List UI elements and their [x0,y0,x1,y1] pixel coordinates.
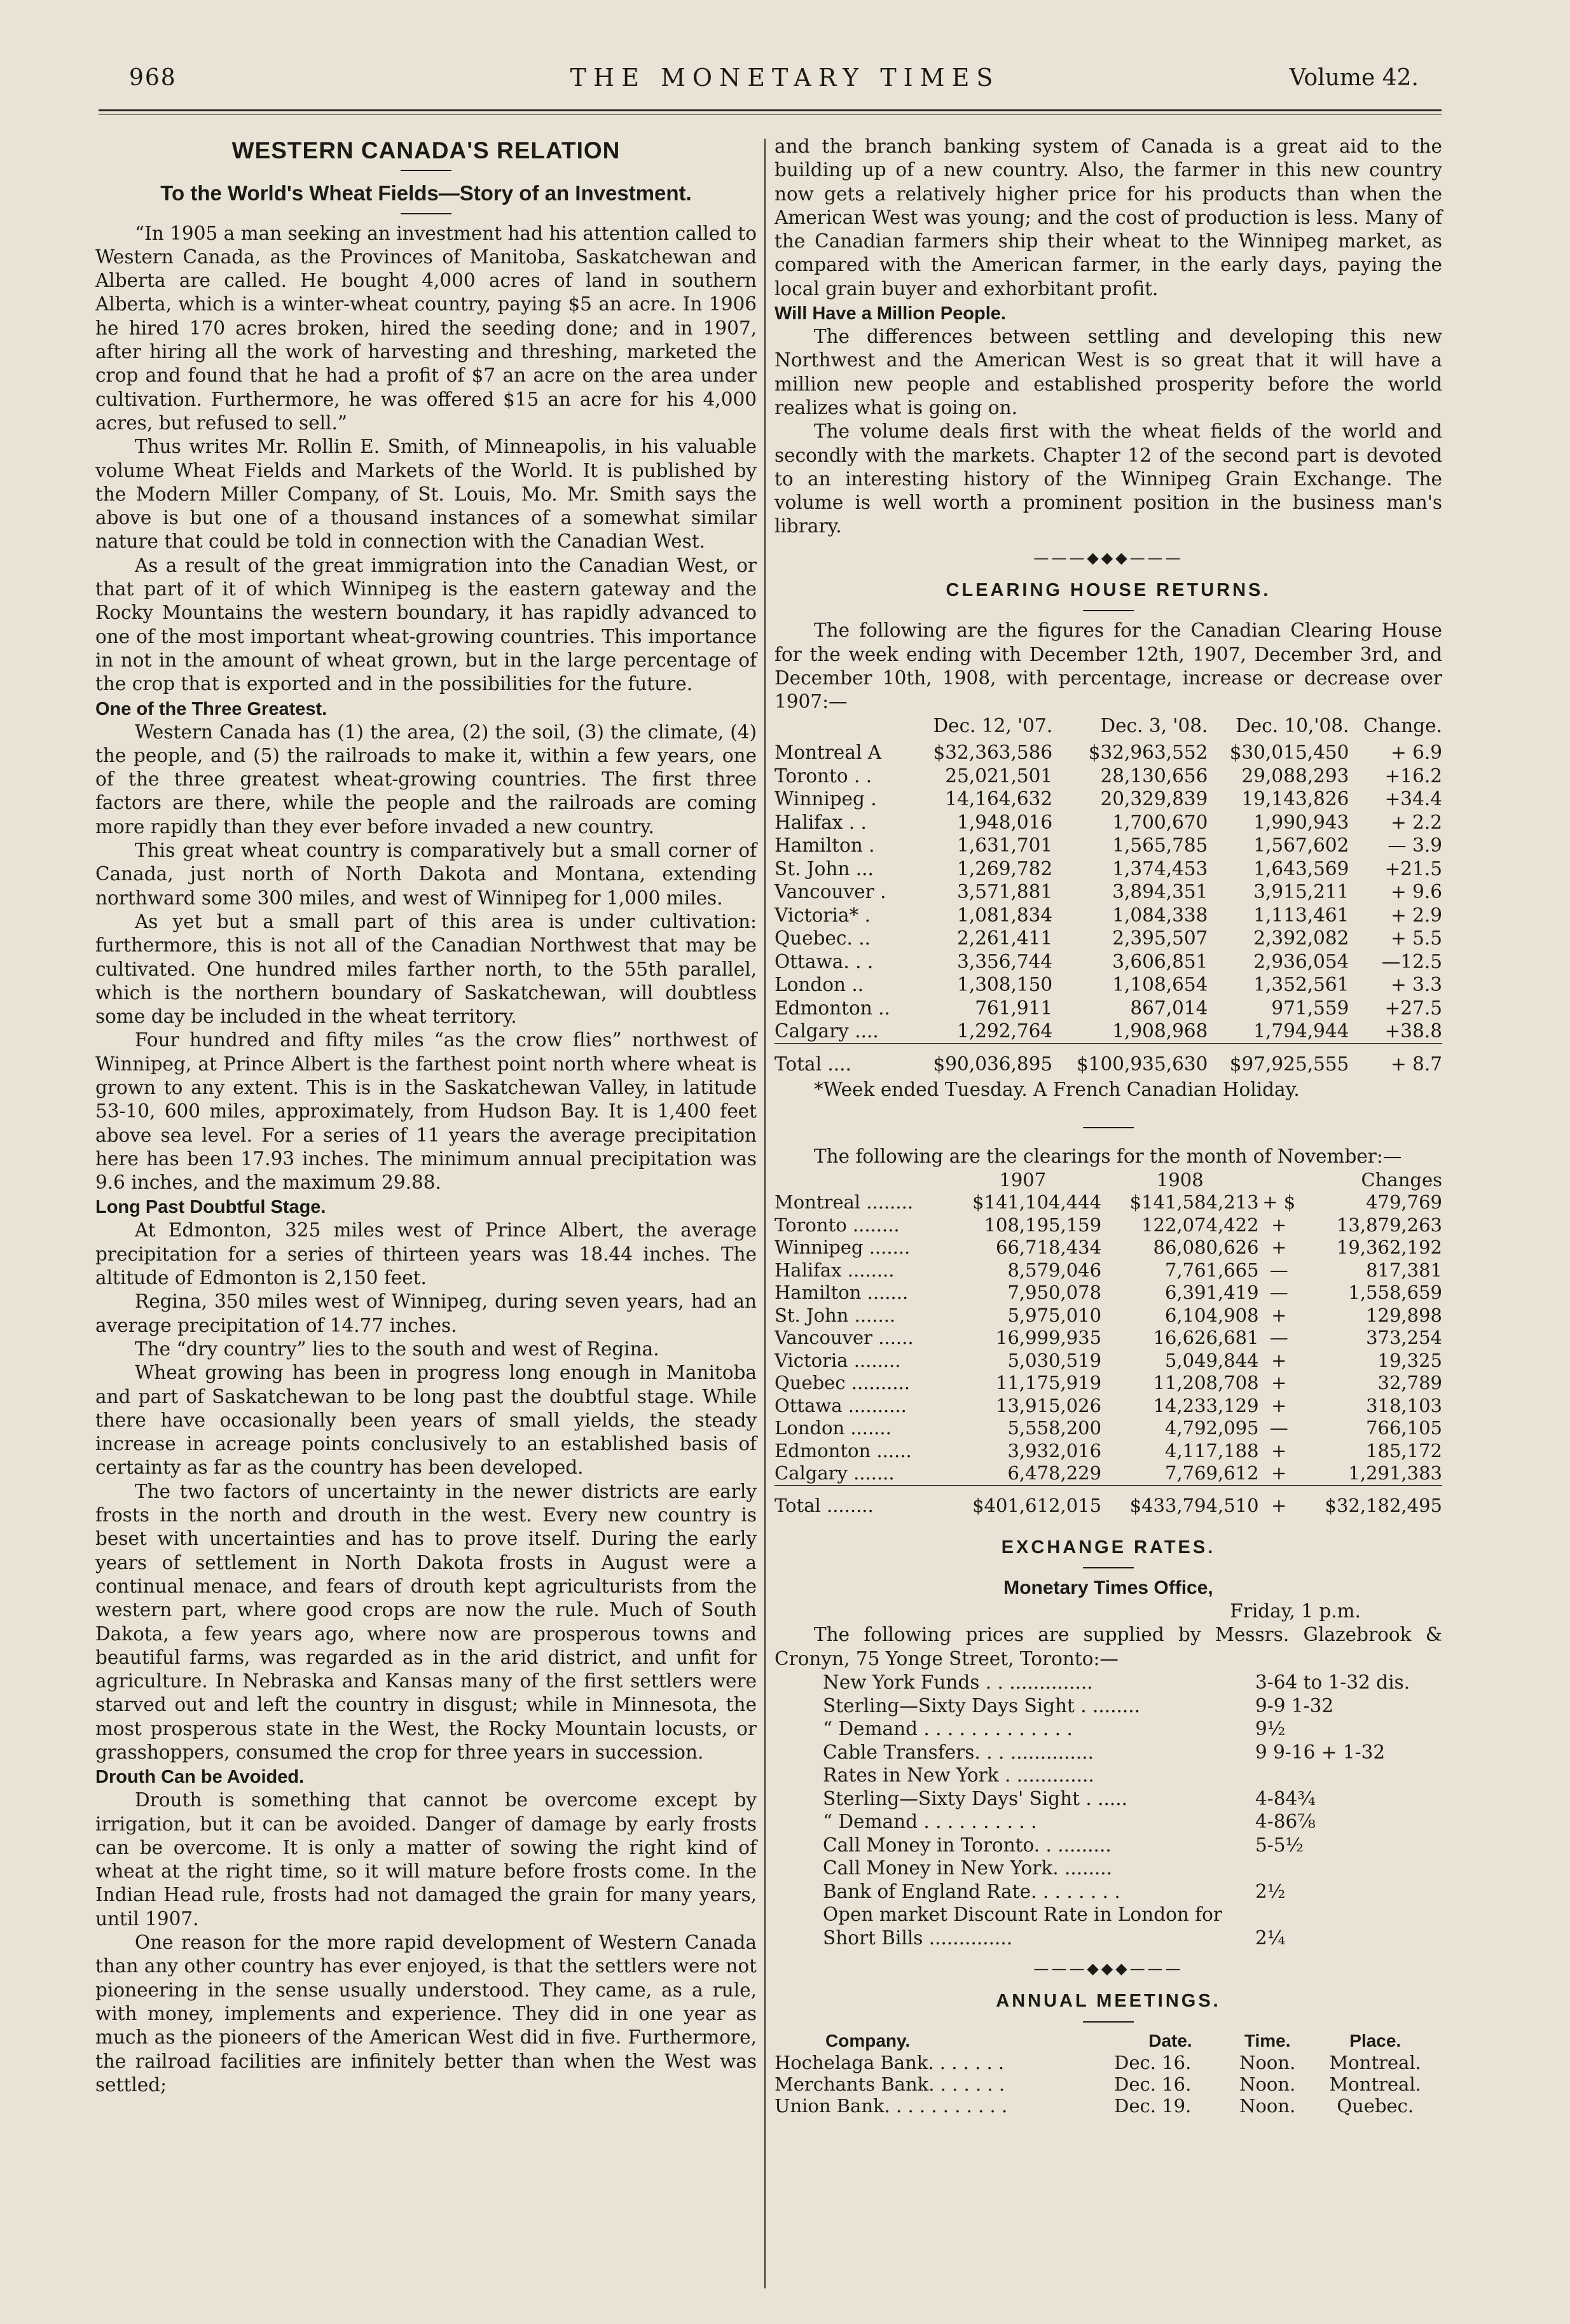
change-cell: 185,172 [1366,1439,1442,1462]
paragraph: Western Canada has (1) the area, (2) the soil, (3) the climate, (4) the people, and (5) the railroads to make it, within a few years, one of the three greatest wheat-growing countries. The first three factors are there, while the people and the railroads are coming more rapidly than they ever before invaded a new country. [95,721,757,838]
header-rule-thin [99,114,1442,115]
clearing-heading: CLEARING HOUSE RETURNS. [946,580,1271,601]
paragraph: and the branch banking system of Canada is a great aid to the building up of a new country. Also, the farmer in this new country now gets a relatively higher price for his products than when the American West was young; and the cost of production is less. Many of the Canadian farmers ship their wheat to the Winnipeg market, as compared with the American farmer, in the early days, paying the local grain buyer and exhorbitant profit. [775,135,1442,300]
city-name: Vancouver . [775,881,886,903]
value-cell: $141,584,213 [1129,1191,1259,1214]
rate-value: 4-84¾ [1255,1787,1316,1809]
value-cell: 3,356,744 [957,950,1053,972]
table-row [775,741,1442,764]
change-cell: — 3.9 [1388,834,1442,857]
change-cell: +27.5 [1384,997,1442,1019]
sign-cell: + $ [1262,1191,1296,1214]
value-cell: 86,080,626 [1153,1236,1259,1259]
table-row [775,2052,1442,2073]
value-cell: 28,130,656 [1100,764,1208,787]
city-name: London .. [775,974,864,996]
section-dash [1083,1127,1134,1128]
sign-cell: + [1271,1394,1287,1416]
value-cell: 1,113,461 [1253,904,1349,926]
total-label: Total .... [775,1053,851,1075]
month-table [775,1169,1442,1518]
city-name: St. John ....... [775,1304,896,1326]
side-heading: Long Past Doubtful Stage. [95,1197,326,1218]
value-cell: 867,014 [1130,997,1208,1019]
clearing-note: *Week ended Tuesday. A French Canadian Holiday. [814,1079,1300,1101]
city-name: Quebec .......... [775,1372,910,1394]
city-name: London ....... [775,1417,892,1439]
city-name: Calgary .... [775,1020,879,1042]
meeting-place: Montreal. [1329,2073,1421,2095]
change-cell: + 2.9 [1390,904,1442,926]
total-change: + 8.7 [1390,1053,1442,1075]
change-cell: +21.5 [1384,857,1442,880]
rate-value: 9½ [1255,1718,1286,1740]
table-row [775,1020,1442,1043]
value-cell: 971,559 [1271,997,1349,1019]
value-cell: 19,143,826 [1241,788,1349,810]
header-rule [99,109,1442,111]
change-cell: 479,769 [1366,1191,1442,1214]
value-cell: 5,049,844 [1164,1349,1259,1371]
value-cell: 1,352,561 [1253,974,1349,996]
table-row [775,857,1442,881]
meeting-time: Noon. [1239,2073,1296,2095]
meetings-heading: ANNUAL MEETINGS. [996,1991,1221,2012]
change-cell: 1,558,659 [1348,1282,1442,1304]
sign-cell: — [1269,1327,1288,1349]
company-name: Merchants Bank. . . . . . . [775,2073,1005,2095]
table-row [775,1395,1442,1418]
table-row [775,1350,1442,1373]
city-name: Halifax ........ [775,1259,895,1281]
subtitle-dash [401,213,451,214]
value-cell: 3,894,351 [1112,881,1208,903]
city-name: St. John ... [775,857,874,880]
value-cell: 8,579,046 [1007,1259,1102,1281]
meeting-place: Montreal. [1329,2051,1421,2073]
table-row [775,950,1442,974]
value-cell: 2,261,411 [957,927,1053,950]
value-cell: 1,084,338 [1112,904,1208,926]
column-header: Changes [1361,1168,1442,1191]
change-cell: +38.8 [1384,1020,1442,1042]
total-d2: $100,935,630 [1076,1053,1208,1075]
paragraph: At Edmonton, 325 miles west of Prince Albert, the average precipitation for a series of thirteen years was 18.44 inches. The altitude of Edmonton is 2,150 feet. [95,1219,757,1289]
rate-label: Call Money in Toronto. . ......... [823,1834,1112,1856]
table-row [823,1694,1410,1718]
value-cell: 5,558,200 [1007,1417,1102,1439]
column-divider [764,139,766,2288]
city-name: Vancouver ...... [775,1327,914,1349]
value-cell: 6,478,229 [1007,1462,1102,1484]
meeting-date: Dec. 19. [1114,2094,1192,2117]
ornament-divider: ———◆◆◆——— [1033,1960,1183,1978]
table-row [775,1372,1442,1395]
rate-value [1243,1857,1410,1880]
rate-label: Call Money in New York. ........ [823,1857,1113,1879]
value-cell: 122,074,422 [1141,1214,1259,1236]
city-name: Hamilton ....... [775,1282,909,1304]
sign-cell: + [1271,1439,1287,1462]
change-cell: + 9.6 [1390,881,1442,903]
value-cell: 1,269,782 [957,857,1053,880]
column-header: Date. [1148,2030,1192,2051]
rate-label: Open market Discount Rate in London for Short Bills .............. [823,1904,1222,1949]
column-header: Dec. 10,'08. [1236,714,1349,737]
column-header: 1907 [999,1168,1047,1191]
paragraph: Four hundred and fifty miles “as the crow flies” northwest of Winnipeg, at Prince Albert is the farthest point north where wheat is grown to any extent. This is in the Saskatchewan Valley, in latitude 53-10, 600 miles, approximately, from Hudson Bay. It is 1,400 feet above sea level. For a series of 11 years the average precipitation here has been 17.93 inches. The minimum annual precipitation was 9.6 inches, and the maximum 29.88. [95,1029,757,1194]
city-name: Edmonton ...... [775,1439,912,1462]
total-1907: $401,612,015 [972,1494,1102,1516]
section-dash [1083,610,1134,611]
value-cell: 108,195,159 [984,1214,1102,1236]
clearing-intro: The following are the figures for the Canadian Clearing House for the week ending with December 12th, 1907, December 3rd, and December 10th, 1908, with percentage, increase or decrease over 1907:— [775,619,1442,713]
table-row [823,1857,1410,1880]
paragraph: The two factors of uncertainty in the newer districts are early frosts in the north and drouth in the west. Every new country is beset with uncertainties and has to prove itself. During the early years of settlement in North Dakota frosts in August were a continual menace, and fears of drouth kept agriculturists from the western part, where good crops are now the rule. Much of South Dakota, a few years ago, where now are prosperous towns and beautiful farms, was regarded as in the arid district, and unfit for agriculture. In Nebraska and Kansas many of the first settlers were starved out and left the country in disgust; while in Minnesota, the most prosperous state in the West, the Rocky Mountain locusts, or grasshoppers, consumed the crop for three years in succession. [95,1480,757,1763]
change-cell: 318,103 [1366,1394,1442,1416]
exchange-intro: The following prices are supplied by Messrs. Glazebrook & Cronyn, 75 Yonge Street, Toronto:— [775,1624,1442,1670]
rate-value: 3-64 to 1-32 dis. [1255,1671,1410,1694]
value-cell: 25,021,501 [945,764,1053,787]
value-cell: $32,363,586 [933,742,1053,764]
meeting-place: Quebec. [1337,2094,1414,2117]
value-cell: 13,915,026 [996,1394,1102,1416]
table-row [775,811,1442,834]
table-row [775,1440,1442,1463]
column-header: Company. [825,2030,911,2051]
value-cell: 7,769,612 [1164,1462,1259,1484]
value-cell: 4,792,095 [1164,1417,1259,1439]
table-row [823,1717,1410,1741]
value-cell: $141,104,444 [972,1191,1102,1214]
value-cell: 6,104,908 [1164,1304,1259,1326]
value-cell: 1,308,150 [957,974,1053,996]
rate-label: “ Demand . . . . . . . . . . . . . [823,1718,1073,1740]
sign-cell: + [1271,1349,1287,1371]
value-cell: 1,908,968 [1112,1020,1208,1042]
value-cell: 1,631,701 [957,834,1053,857]
rate-label: Rates in New York . ............. [823,1764,1094,1787]
change-cell: + 3.3 [1390,974,1442,996]
table-row [775,834,1442,857]
table-row [775,1327,1442,1350]
total-change: $32,182,495 [1325,1494,1442,1516]
value-cell: 1,990,943 [1253,811,1349,833]
value-cell: 1,108,654 [1112,974,1208,996]
city-name: Quebec. .. [775,927,871,950]
paragraph: Drouth is something that cannot be overcome except by irrigation, but it can be avoided. Danger of damage by early frosts can be overcome. It is only a matter of sowing the right kind of wheat at the right time, so it will mature before frosts come. In the Indian Head rule, frosts had not damaged the grain for many years, until 1907. [95,1789,757,1930]
paragraph: “In 1905 a man seeking an investment had his attention called to Western Canada, as the Provinces of Manitoba, Saskatchewan and Alberta are called. He bought 4,000 acres of land in southern Alberta, which is a winter-wheat country, paying $5 an acre. In 1906 he hired 170 acres broken, hired the seeding done; and in 1907, after hiring all the work of harvesting and threshing, marketed the crop and found that he had a profit of $7 an acre on the area under cultivation. Furthermore, he was offered $15 an acre for his 4,000 acres, but refused to sell.” [95,222,757,434]
table-row [775,1236,1442,1259]
company-name: Union Bank. . . . . . . . . . . [775,2094,1008,2117]
table-header-row [775,2030,1442,2052]
table-row [823,1741,1410,1764]
value-cell: 7,950,078 [1007,1282,1102,1304]
rate-value: 9 9-16 + 1-32 [1255,1741,1386,1763]
change-cell: +34.4 [1384,788,1442,810]
value-cell: 11,175,919 [996,1372,1102,1394]
sign-cell: — [1269,1417,1288,1439]
table-row [775,1259,1442,1282]
rate-label: Cable Transfers. . . .............. [823,1741,1094,1763]
total-sign: + [1271,1494,1287,1516]
value-cell: 1,081,834 [957,904,1053,926]
rate-label: New York Funds . . .............. [823,1671,1093,1694]
table-row [775,904,1442,927]
table-row [823,1810,1410,1834]
value-cell: 5,975,010 [1007,1304,1102,1326]
value-cell: 7,761,665 [1164,1259,1259,1281]
meeting-time: Noon. [1239,2094,1296,2117]
city-name: Hamilton . [775,834,875,857]
column-header: Time. [1244,2030,1291,2051]
paragraph: Thus writes Mr. Rollin E. Smith, of Minneapolis, in his valuable volume Wheat Fields and Markets of the World. It is published by the Modern Miller Company, of St. Louis, Mo. Mr. Smith says the above is but one of a thousand instances of a somewhat similar nature that could be told in connection with the Canadian West. [95,436,757,553]
table-row [775,1214,1442,1237]
city-name: Victoria* . [775,904,871,926]
total-d1: $90,036,895 [933,1053,1053,1075]
rate-value: 2½ [1255,1880,1286,1902]
value-cell: 5,030,519 [1007,1349,1102,1371]
value-cell: 3,915,211 [1253,881,1349,903]
value-cell: 1,643,569 [1253,857,1349,880]
city-name: Winnipeg . [775,788,877,810]
meeting-date: Dec. 16. [1114,2073,1192,2095]
sign-cell: — [1269,1282,1288,1304]
column-header: Dec. 3, '08. [1100,714,1208,737]
city-name: Toronto . . [775,764,872,787]
volume-label: Volume 42. [1289,65,1419,91]
value-cell: 3,606,851 [1112,950,1208,972]
paragraph: As a result of the great immigration into the Canadian West, or that part of it of which Winnipeg is the eastern gateway and the Rocky Mountains the western boundary, it has rapidly advanced to one of the most important wheat-growing countries. This importance in not in the amount of wheat grown, but in the large percentage of the crop that is exported and in the possibilities for the future. [95,554,757,695]
side-heading: Will Have a Million People. [775,303,1006,324]
city-name: Ottawa .......... [775,1394,907,1416]
rate-value: 9-9 1-32 [1255,1694,1334,1717]
side-heading: One of the Three Greatest. [95,698,327,719]
total-1908: $433,794,510 [1129,1494,1259,1516]
time-line: Friday, 1 p.m. [1230,1600,1361,1622]
value-cell: 3,571,881 [957,881,1053,903]
table-row [823,1880,1410,1904]
change-cell: + 5.5 [1390,927,1442,950]
city-name: Montreal A [775,742,882,764]
value-cell: 16,999,935 [996,1327,1102,1349]
meeting-date: Dec. 16. [1114,2051,1192,2073]
total-rule [775,1485,1442,1495]
side-heading: Drouth Can be Avoided. [95,1767,305,1788]
sign-cell: + [1271,1214,1287,1236]
column-header: 1908 [1156,1168,1204,1191]
sign-cell: + [1271,1304,1287,1326]
exchange-table [823,1671,1410,1949]
value-cell: 1,794,944 [1253,1020,1349,1042]
month-intro: The following are the clearings for the month of November:— [814,1145,1402,1168]
exchange-heading: EXCHANGE RATES. [1001,1537,1216,1558]
table-row [823,1764,1410,1787]
table-row [775,787,1442,811]
value-cell: 1,292,764 [957,1020,1053,1042]
change-cell: + 6.9 [1390,742,1442,764]
table-row [823,1787,1410,1811]
article-title: WESTERN CANADA'S RELATION [231,137,621,163]
change-cell: 32,789 [1377,1372,1442,1394]
table-row [775,2073,1442,2095]
city-name: Toronto ........ [775,1214,900,1236]
rate-label: Bank of England Rate. . . . . . . . [823,1880,1120,1902]
table-header-row [775,714,1442,742]
total-label: Total ........ [775,1494,874,1516]
rate-label: Sterling—Sixty Days' Sight . ..... [823,1787,1127,1809]
value-cell: 66,718,434 [996,1236,1102,1259]
city-name: Ottawa. . . [775,950,874,972]
running-head [0,0,1570,111]
total-row [775,1495,1442,1518]
column-header: Place. [1349,2030,1401,2051]
value-cell: 14,233,129 [1153,1394,1259,1416]
value-cell: 11,208,708 [1153,1372,1259,1394]
paragraph: The volume deals first with the wheat fields of the world and secondly with the markets. Chapter 12 of the second part is devoted to an interesting history of the Winnipeg Grain Exchange. The volume is well worth a prominent position in the business man's library. [775,420,1442,537]
column-header: Change. [1363,714,1442,737]
total-d3: $97,925,555 [1229,1053,1349,1075]
sign-cell: + [1271,1462,1287,1484]
paragraph: One reason for the more rapid development of Western Canada than any other country has ever enjoyed, is that the settlers were not pioneering in the sense usually understood. They came, as a rule, with money, implements and experience. They did in one year as much as the pioneers of the American West did in five. Furthermore, the railroad facilities are infinitely better than when the West was settled; [95,1932,757,2096]
sign-cell: + [1271,1236,1287,1259]
value-cell: 16,626,681 [1153,1327,1259,1349]
value-cell: 4,117,188 [1164,1439,1259,1462]
paragraph: Wheat growing has been in progress long enough in Manitoba and part of Saskatchewan to be long past the doubtful stage. While there have occasionally been years of small yields, the steady increase in acreage points conclusively to an established basis of certainty as far as the country has been developed. [95,1362,757,1479]
paragraph: Regina, 350 miles west of Winnipeg, during seven years, had an average precipitation of 14.77 inches. [95,1290,757,1336]
change-cell: 129,898 [1366,1304,1442,1326]
rate-label: “ Demand . . . . . . . . . . [823,1811,1037,1833]
table-row [775,764,1442,788]
table-row [823,1671,1410,1694]
table-row [775,2095,1442,2117]
table-row [775,1282,1442,1304]
rate-label: Sterling—Sixty Days Sight . ........ [823,1694,1141,1717]
value-cell: 6,391,419 [1164,1282,1259,1304]
change-cell: 373,254 [1366,1327,1442,1349]
rate-value [1243,1764,1410,1787]
meeting-time: Noon. [1239,2051,1296,2073]
value-cell: 1,567,602 [1253,834,1349,857]
table-row [775,880,1442,904]
table-header-row [775,1169,1442,1192]
page-number: 968 [129,65,177,91]
table-row [775,1462,1442,1485]
value-cell: 1,948,016 [957,811,1053,833]
value-cell: 1,374,453 [1112,857,1208,880]
city-name: Winnipeg ....... [775,1236,911,1259]
value-cell: 3,932,016 [1007,1439,1102,1462]
table-row [823,1834,1410,1857]
value-cell: 29,088,293 [1241,764,1349,787]
journal-title: THE MONETARY TIMES [570,64,1000,92]
city-name: Halifax . . [775,811,867,833]
value-cell: $32,963,552 [1088,742,1208,764]
article-subtitle: To the World's Wheat Fields—Story of an Investment. [160,181,692,205]
value-cell: 20,329,839 [1100,788,1208,810]
paragraph: As yet but a small part of this area is under cultivation: furthermore, this is not all of the Canadian Northwest that may be cultivated. One hundred miles farther north, to the 55th parallel, which is the northern boundary of Saskatchewan, will doubtless some day be included in the wheat territory. [95,910,757,1028]
city-name: Montreal ........ [775,1191,914,1214]
rate-value: 2¼ [1255,1926,1286,1949]
total-rule [775,1043,1442,1053]
office-line: Monetary Times Office, [1003,1577,1213,1599]
title-dash [401,170,451,171]
city-name: Edmonton .. [775,997,890,1019]
rate-value: 4-86⅞ [1255,1811,1316,1833]
paragraph: This great wheat country is comparatively but a small corner of Canada, just north of North Dakota and Montana, extending northward some 300 miles, and west of Winnipeg for 1,000 miles. [95,840,757,909]
table-row [775,997,1442,1020]
city-name: Calgary ....... [775,1462,895,1484]
change-cell: 13,879,263 [1336,1214,1442,1236]
change-cell: + 2.2 [1390,811,1442,833]
column-header: Dec. 12, '07. [933,714,1053,737]
paragraph: The differences between settling and developing this new Northwest and the American West is so great that it will have a million new people and established prosperity before the world realizes what is going on. [775,326,1442,418]
company-name: Hochelaga Bank. . . . . . . [775,2051,1005,2073]
rate-value: 5-5½ [1255,1834,1304,1856]
table-row [775,1417,1442,1440]
left-column [95,135,757,2097]
value-cell: 2,395,507 [1112,927,1208,950]
right-column [775,135,1442,2117]
value-cell: 2,936,054 [1253,950,1349,972]
table-row [775,1304,1442,1327]
change-cell: 19,325 [1377,1349,1442,1371]
section-dash [1083,1567,1134,1568]
change-cell: —12.5 [1381,950,1442,972]
clearing-table [775,714,1442,1076]
ornament-divider: ———◆◆◆——— [1033,548,1183,567]
meetings-table [775,2030,1442,2117]
value-cell: 1,565,785 [1112,834,1208,857]
value-cell: $30,015,450 [1229,742,1349,764]
paragraph: The “dry country” lies to the south and west of Regina. [135,1338,659,1360]
table-row [823,1903,1410,1949]
table-row [775,973,1442,997]
change-cell: +16.2 [1384,764,1442,787]
change-cell: 817,381 [1366,1259,1442,1281]
change-cell: 19,362,192 [1336,1236,1442,1259]
change-cell: 1,291,383 [1348,1462,1442,1484]
change-cell: 766,105 [1366,1417,1442,1439]
sign-cell: + [1271,1372,1287,1394]
value-cell: 761,911 [975,997,1053,1019]
sign-cell: — [1269,1259,1288,1281]
city-name: Victoria ........ [775,1349,901,1371]
total-row [775,1053,1442,1076]
section-dash [1083,2021,1134,2023]
table-row [775,927,1442,950]
value-cell: 14,164,632 [945,788,1053,810]
table-row [775,1191,1442,1214]
value-cell: 2,392,082 [1253,927,1349,950]
value-cell: 1,700,670 [1112,811,1208,833]
